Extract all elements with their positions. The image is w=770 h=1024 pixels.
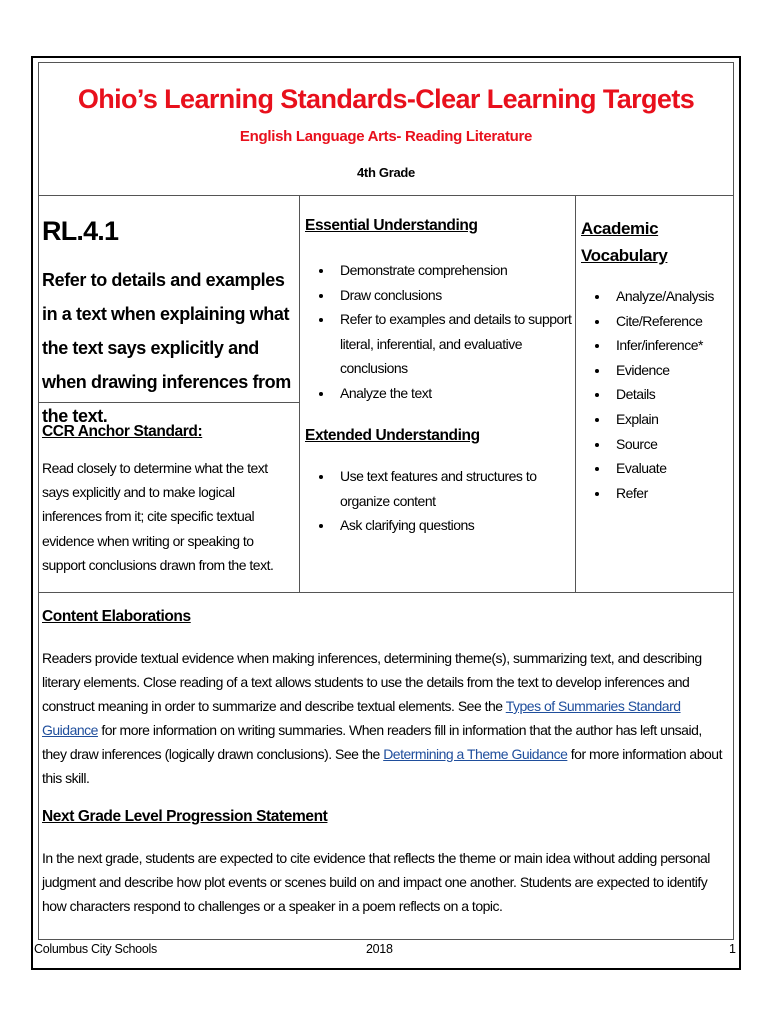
ccr-heading: CCR Anchor Standard:	[42, 423, 203, 440]
essential-heading: Essential Understanding	[305, 217, 478, 234]
grade-level: 4th Grade	[357, 165, 415, 180]
footer-organization: Columbus City Schools	[34, 942, 157, 956]
list-item: • Draw conclusions	[334, 283, 586, 308]
row-divider	[38, 592, 734, 593]
standard-text: Refer to details and examples in a text when explaining what the text says explicitly and when drawing inferences from the text.	[42, 270, 291, 426]
list-item: • Explain	[610, 407, 750, 432]
elaborations-heading: Content Elaborations	[42, 608, 191, 625]
footer-page-number: 1	[729, 942, 736, 956]
extended-heading: Extended Understanding	[305, 427, 480, 444]
elaborations-part: for more information about this skill.	[42, 746, 722, 786]
list-item: • Infer/inference*	[610, 333, 750, 358]
list-item: • Details	[610, 382, 750, 407]
list-item: • Evidence	[610, 358, 750, 383]
elaborations-text	[42, 646, 726, 790]
list-item: • Refer to examples and details to support literal, inferential, and evaluative conclusions	[334, 307, 586, 381]
progression-heading: Next Grade Level Progression Statement	[42, 808, 328, 825]
standard-code: RL.4.1	[42, 216, 119, 246]
list-item: • Ask clarifying questions	[334, 513, 564, 538]
extended-list	[314, 464, 564, 538]
vocabulary-list	[590, 284, 750, 505]
list-item: • Evaluate	[610, 456, 750, 481]
ccr-text: Read closely to determine what the text says explicitly and to make logical inferences from it; cite specific textual evidence when writing or speaking to support conclusions drawn from the text.	[42, 460, 274, 573]
footer-year: 2018	[366, 942, 393, 956]
list-item: • Source	[610, 432, 750, 457]
list-item: • Analyze the text	[334, 381, 586, 406]
document-title: Ohio’s Learning Standards-Clear Learning Targets	[77, 84, 695, 114]
summaries-guidance-link[interactable]: Types of Summaries Standard Guidance	[42, 698, 681, 738]
essential-list	[314, 258, 586, 406]
list-item: • Refer	[610, 481, 750, 506]
elaborations-part: Readers provide textual evidence when making inferences, determining theme(s), summarizing text, and describing literary elements. Close reading of a text allows students to use the details from the text to develop inferences and construct meaning in order to summarize and describe textual elements. See the	[42, 650, 702, 714]
list-item: • Demonstrate comprehension	[334, 258, 586, 283]
list-item: • Cite/Reference	[610, 309, 750, 334]
elaborations-part: for more information on writing summaries. When readers fill in information that the author has left unsaid, they draw inferences (logically drawn conclusions). See the	[42, 722, 702, 762]
document-subtitle: English Language Arts- Reading Literature	[239, 128, 533, 145]
theme-guidance-link[interactable]: Determining a Theme Guidance	[383, 746, 568, 762]
vocabulary-heading: Academic Vocabulary	[581, 219, 668, 265]
list-item: • Analyze/Analysis	[610, 284, 750, 309]
list-item: • Use text features and structures to organize content	[334, 464, 564, 513]
progression-text: In the next grade, students are expected to cite evidence that reflects the theme or main idea without adding personal judgment and describe how plot events or scenes build on and impact one another. Students are expected to identify how characters respond to challenges or a speaker in a poem reflects on a topic.	[42, 850, 710, 914]
document-header	[38, 62, 734, 196]
